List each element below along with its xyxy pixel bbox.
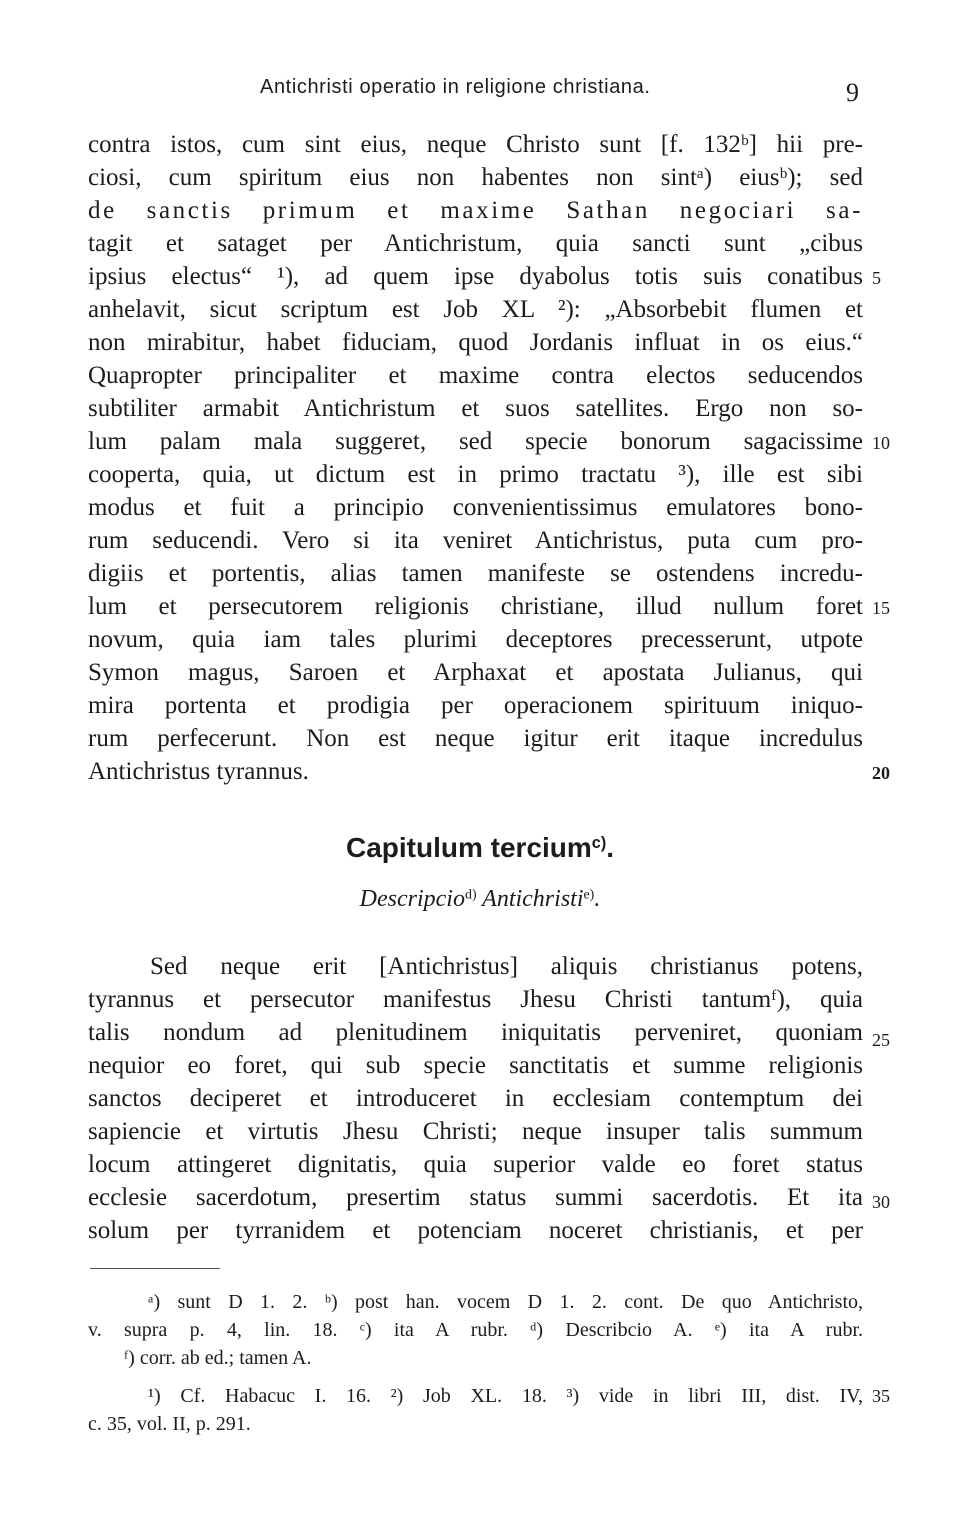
text-line: sanctos deciperet et introduceret in ecclesiam contemptum dei [88, 1085, 863, 1112]
text-line: Quapropter principaliter et maxime contra electos seducendos [88, 362, 863, 389]
line-number: 15 [872, 598, 890, 618]
line-number: 35 [872, 1386, 890, 1406]
text-line: Sed neque erit [Antichristus] aliquis christianus potens, [150, 953, 863, 980]
line-number: 20 [872, 763, 890, 783]
text-line: modus et fuit a principio convenientissimus emulatores bono- [88, 494, 863, 521]
text-line: rum seducendi. Vero si ita veniret Antichristus, puta cum pro- [88, 527, 863, 554]
footnote-line: ᵃ) sunt D 1. 2. ᵇ) post han. vocem D 1. 2. cont. De quo Antichristo, [148, 1291, 863, 1313]
line-number: 5 [872, 268, 881, 288]
footnote-mark: c) [591, 834, 607, 853]
page-number: 9 [846, 78, 859, 107]
text-line: lum et persecutorem religionis christiane, illud nullum foret [88, 593, 863, 620]
text-line: subtiliter armabit Antichristum et suos satellites. Ergo non so- [88, 395, 863, 422]
text-line: Symon magus, Saroen et Arphaxat et apostata Julianus, qui [88, 659, 863, 686]
subtitle-word: Descripcio [359, 886, 465, 912]
text-line: non mirabitur, habet fiduciam, quod Jordanis influat in os eius.“ [88, 329, 863, 356]
text-line: nequior eo foret, qui sub specie sanctitatis et summe religionis [88, 1052, 863, 1079]
chapter-title: Capitulum tercium [345, 832, 592, 863]
text-line: rum perfecerunt. Non est neque igitur erit itaque incredulus [88, 725, 863, 752]
footnote-line: ¹) Cf. Habacuc I. 16. ²) Job XL. 18. ³) vide in libri III, dist. IV, [148, 1385, 863, 1407]
text-line: Antichristus tyrannus. [88, 758, 309, 785]
text-line: ciosi, cum spiritum eius non habentes non sintᵃ) eiusᵇ); sed [88, 164, 863, 191]
footnote-rule [90, 1268, 220, 1269]
text-line: talis nondum ad plenitudinem iniquitatis perveniret, quoniam [88, 1019, 863, 1046]
footnote-mark: e) [583, 887, 595, 903]
line-number: 25 [872, 1030, 890, 1050]
text-line: sapiencie et virtutis Jhesu Christi; neque insuper talis summum [88, 1118, 863, 1145]
running-title: Antichristi operatio in religione christiana. [260, 76, 651, 98]
footnote-line: v. supra p. 4, lin. 18. ᶜ) ita A rubr. ᵈ) Describcio A. ᵉ) ita A rubr. [88, 1319, 863, 1341]
line-number: 10 [872, 433, 890, 453]
text-line: ecclesie sacerdotum, presertim status summi sacerdotis. Et ita [88, 1184, 863, 1211]
text-line: de sanctis primum et maxime Sathan negociari sa- [88, 197, 863, 224]
chapter-heading: Capitulum tercium$^{c)}$. [345, 832, 615, 863]
text-line: ipsius electus“ ¹), ad quem ipse dyabolus totis suis conatibus [88, 263, 863, 290]
chapter-subtitle: Descripcio$^{d)}$ Antichristi$^{e)}$. [359, 886, 601, 912]
text-line: lum palam mala suggeret, sed specie bonorum sagacissime [88, 428, 863, 455]
footnote-line: c. 35, vol. II, p. 291. [88, 1413, 251, 1435]
running-head [0, 74, 960, 110]
text-line: digiis et portentis, alias tamen manifeste se ostendens incredu- [88, 560, 863, 587]
text-line: locum attingeret dignitatis, quia superior valde eo foret status [88, 1151, 863, 1178]
text-line: mira portenta et prodigia per operacionem spirituum iniquo- [88, 692, 863, 719]
text-line: tagit et sataget per Antichristum, quia sancti sunt „cibus [88, 230, 863, 257]
text-line: solum per tyrranidem et potenciam noceret christianis, et per [88, 1217, 863, 1244]
text-line: novum, quia iam tales plurimi deceptores precesserunt, utpote [88, 626, 863, 653]
footnote-line: ᶠ) corr. ab ed.; tamen A. [124, 1347, 312, 1369]
text-line: contra istos, cum sint eius, neque Christo sunt [f. 132ᵇ] hii pre- [88, 131, 863, 158]
text-line: anhelavit, sicut scriptum est Job XL ²): „Absorbebit flumen et [88, 296, 863, 323]
footnote-mark: d) [464, 887, 477, 903]
line-number: 30 [872, 1192, 890, 1212]
text-line: cooperta, quia, ut dictum est in primo tractatu ³), ille est sibi [88, 461, 863, 488]
subtitle-word: Antichristi [482, 886, 584, 912]
text-line: tyrannus et persecutor manifestus Jhesu Christi tantumᶠ), quia [88, 986, 863, 1013]
